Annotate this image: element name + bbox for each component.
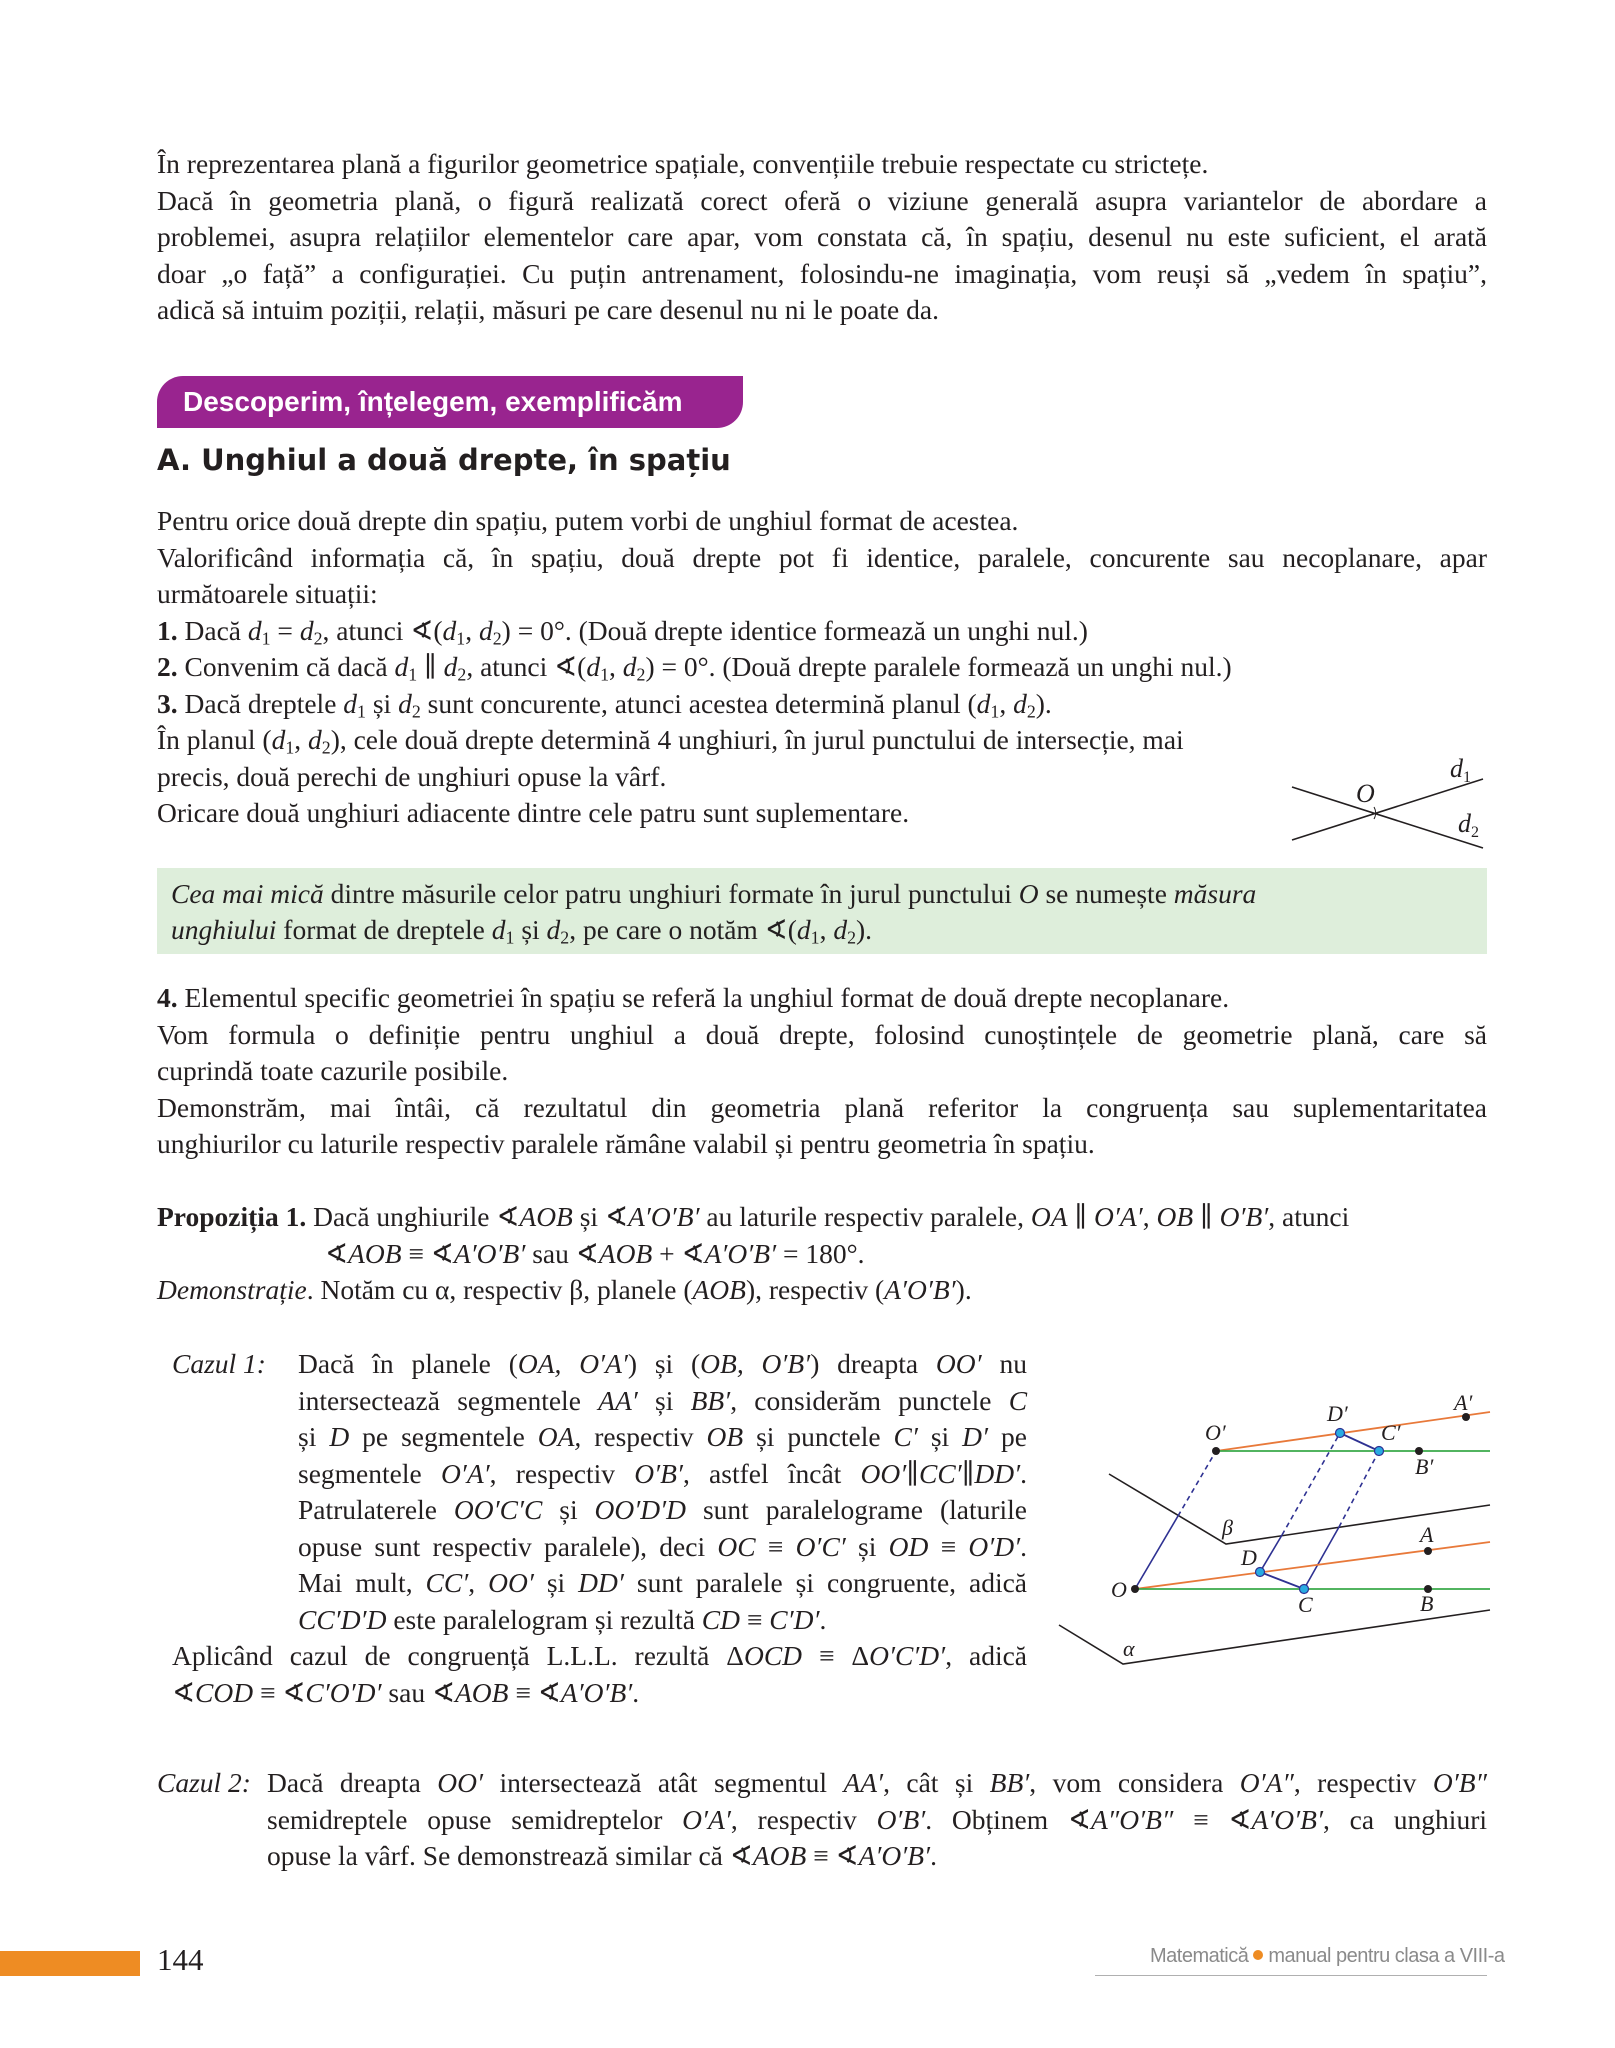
body-line: Demonstrăm, mai întâi, că rezultatul din geometria plană referitor la congruența sau suplementaritatea xyxy=(157,1091,1487,1123)
body-line: Oricare două unghiuri adiacente dintre cele patru sunt suplementare. xyxy=(157,797,910,828)
intersecting-lines-figure xyxy=(1270,740,1490,850)
point-D-prime xyxy=(1336,1429,1345,1438)
segment-C-prime-D-prime xyxy=(1340,1433,1379,1451)
line-d2 xyxy=(1292,787,1483,848)
segment-OO-prime-dashed xyxy=(1178,1451,1216,1516)
label-A-prime: A′ xyxy=(1454,1390,1473,1415)
case-1-label: Cazul 1: xyxy=(172,1348,266,1379)
text-line: Patrulaterele OO′C′C și OO′D′D sunt paralelograme (laturile xyxy=(298,1494,1027,1525)
label-alpha: α xyxy=(1123,1636,1135,1661)
intro-line: problemei, asupra relațiilor elementelor care apar, vom constata că, în spațiu, desenul nu este suficient, el arată xyxy=(157,221,1487,252)
parallel-planes-figure xyxy=(1040,1370,1500,1680)
line-d1 xyxy=(1292,779,1483,840)
case-1-conclusion xyxy=(172,1638,1027,1711)
body-line: precis, două perechi de unghiuri opuse la vârf. xyxy=(157,760,667,792)
footer-book-title xyxy=(1150,1945,1505,1968)
item-3: 3. Dacă dreptele $d_1$ și $d_2$ sunt concurente, atunci acestea determină planul ($d_1$, $d_2$). xyxy=(157,687,1052,721)
case-1 xyxy=(172,1346,1027,1711)
point-A xyxy=(1424,1547,1432,1555)
item-1: 1. Dacă $d_1 = d_2$, atunci $∢(d_1$, $d_2) = 0^\circ$. (Două drepte identice formează un unghi nul.) xyxy=(157,614,1088,648)
text-line: ∢COD ≡ ∢C′O′D′ sau ∢AOB ≡ ∢A′O′B′. xyxy=(172,1676,640,1708)
case-2-label: Cazul 2: xyxy=(157,1767,251,1798)
proposition-line: ∢AOB ≡ ∢A′O′B′ sau ∢AOB + ∢A′O′B′ = 180°. xyxy=(325,1237,865,1269)
intro-line: adică să intuim poziții, relații, măsuri pe care desenul nu ni le poate da. xyxy=(157,294,939,325)
label-A: A xyxy=(1420,1522,1434,1547)
label-O-prime: O′ xyxy=(1205,1420,1226,1445)
body-line: unghiurilor cu laturile respectiv paralele rămâne valabil și pentru geometria în spațiu. xyxy=(157,1128,1095,1159)
text-line: intersectează segmentele AA′ și BB′, considerăm punctele C xyxy=(298,1384,1028,1416)
text-line: segmentele O′A′, respectiv O′B′, astfel încât OO′∥CC′∥DD′. xyxy=(298,1457,1028,1489)
body-line: În planul ($d_1$, $d_2$), cele două drepte determină 4 unghiuri, în jurul punctului de intersecție, mai xyxy=(157,724,1184,758)
proposition-1 xyxy=(157,1199,1487,1309)
body-line: cuprindă toate cazurile posibile. xyxy=(157,1055,509,1086)
item-4-paragraph xyxy=(157,980,1487,1163)
text-line: CC′D′D este paralelogram și rezultă CD ≡ C′D′. xyxy=(298,1603,827,1635)
footer-title-subject: Matematică xyxy=(1150,1945,1249,1967)
case-2 xyxy=(157,1765,1487,1875)
label-O: O xyxy=(1111,1577,1127,1602)
label-d2: d2 xyxy=(1458,809,1479,841)
body-line: următoarele situații: xyxy=(157,578,378,609)
text-line: Dacă în planele (OA, O′A′) și (OB, O′B′) dreapta OO′ nu xyxy=(298,1348,1027,1379)
segment-DD-prime-solid xyxy=(1260,1535,1282,1572)
text-line: și D pe segmentele OA, respectiv OB și punctele C′ și D′ pe xyxy=(298,1421,1027,1452)
intro-line: doar „o față” a configurației. Cu puțin antrenament, folosindu-ne imaginația, vom reuși să „vedem în spațiu”, xyxy=(157,257,1487,289)
intro-line: Dacă în geometria plană, o figură realizată corect oferă o viziune generală asupra variantelor de abordare a xyxy=(157,184,1487,216)
body-line: Valorificând informația că, în spațiu, două drepte pot fi identice, paralele, concurente sau necoplanare, apar xyxy=(157,541,1487,573)
intro-line: În reprezentarea plană a figurilor geometrice spațiale, convențiile trebuie respectate cu strictețe. xyxy=(157,148,1209,179)
item-2: 2. Convenim că dacă $d_1$ ∥ $d_2$, atunci $∢(d_1$, $d_2) = 0^\circ$. (Două drepte paralele formează un unghi nul.) xyxy=(157,651,1232,685)
definition-line: Cea mai mică dintre măsurile celor patru unghiuri formate în jurul punctului O se numește măsura xyxy=(171,878,1257,909)
text-line: opuse la vârf. Se demonstrează similar că ∢AOB ≡ ∢A′O′B′. xyxy=(267,1840,937,1871)
label-O: O xyxy=(1356,779,1375,808)
segment-CC-prime-dashed xyxy=(1339,1451,1379,1527)
label-D-prime: D′ xyxy=(1327,1401,1348,1426)
segment-DD-prime-dashed xyxy=(1282,1433,1340,1535)
case-1-body xyxy=(172,1346,1027,1638)
segment-CD xyxy=(1260,1572,1304,1589)
label-D: D xyxy=(1241,1545,1257,1570)
intro-paragraph xyxy=(157,146,1487,329)
footer-title-grade: manual pentru clasa a VIII-a xyxy=(1268,1945,1505,1967)
text-line: Mai mult, CC′, OO′ și DD′ sunt paralele și congruente, adică xyxy=(298,1567,1028,1598)
segment-OO-prime-solid xyxy=(1135,1516,1178,1589)
definition-line: unghiului format de dreptele $d_1$ și $d_2$, pe care o notăm $∢(d_1$, $d_2$). xyxy=(171,914,873,948)
bullet-dot-icon xyxy=(1253,1950,1263,1960)
text-line: Aplicând cazul de congruență L.L.L. rezultă ΔOCD ≡ ΔO′C′D′, adică xyxy=(172,1640,1027,1671)
label-d1: d1 xyxy=(1450,754,1471,786)
page-number: 144 xyxy=(157,1942,204,1977)
segment-CC-prime-solid xyxy=(1304,1527,1339,1589)
point-O xyxy=(1131,1585,1139,1593)
label-beta: β xyxy=(1222,1515,1233,1540)
definition-box xyxy=(157,868,1487,954)
footer-rule xyxy=(1095,1975,1487,1976)
ray-OA xyxy=(1135,1542,1490,1589)
text-line: opuse sunt respectiv paralele), deci OC ≡ O′C′ și OD ≡ O′D′. xyxy=(298,1530,1028,1562)
text-line: semidreptele opuse semidreptelor O′A′, respectiv O′B′. Obținem ∢A″O′B″ ≡ ∢A′O′B′, ca unghiuri xyxy=(267,1803,1487,1835)
section-banner: Descoperim, înțelegem, exemplificăm xyxy=(157,376,743,428)
section-title: A. Unghiul a două drepte, în spațiu xyxy=(157,443,731,477)
text-line: Dacă dreapta OO′ intersectează atât segmentul AA′, cât și BB′, vom considera O′A″, respectiv O′B″ xyxy=(267,1767,1487,1798)
ray-O-prime-A-prime xyxy=(1216,1412,1490,1451)
body-line: 4. Elementul specific geometriei în spațiu se referă la unghiul format de două drepte necoplanare. xyxy=(157,982,1230,1013)
footer-accent-bar xyxy=(0,1951,140,1976)
label-B-prime: B′ xyxy=(1415,1454,1434,1479)
case-2-body xyxy=(157,1765,1487,1875)
label-C: C xyxy=(1298,1592,1313,1617)
demonstration-line: Demonstrație. Notăm cu α, respectiv β, planele (AOB), respectiv (A′O′B′). xyxy=(157,1274,972,1305)
label-C-prime: C′ xyxy=(1381,1420,1401,1445)
body-line: Vom formula o definiție pentru unghiul a două drepte, folosind cunoștințele de geometrie plană, care să xyxy=(157,1018,1487,1050)
point-C-prime xyxy=(1375,1447,1384,1456)
point-O-prime xyxy=(1212,1447,1220,1455)
proposition-line: Propoziția 1. Dacă unghiurile ∢AOB și ∢A′O′B′ au laturile respectiv paralele, OA ∥ O′A′, OB ∥ O′B′, atunci xyxy=(157,1201,1350,1232)
body-line: Pentru orice două drepte din spațiu, putem vorbi de unghiul format de acestea. xyxy=(157,505,1019,536)
label-B: B xyxy=(1420,1591,1434,1616)
